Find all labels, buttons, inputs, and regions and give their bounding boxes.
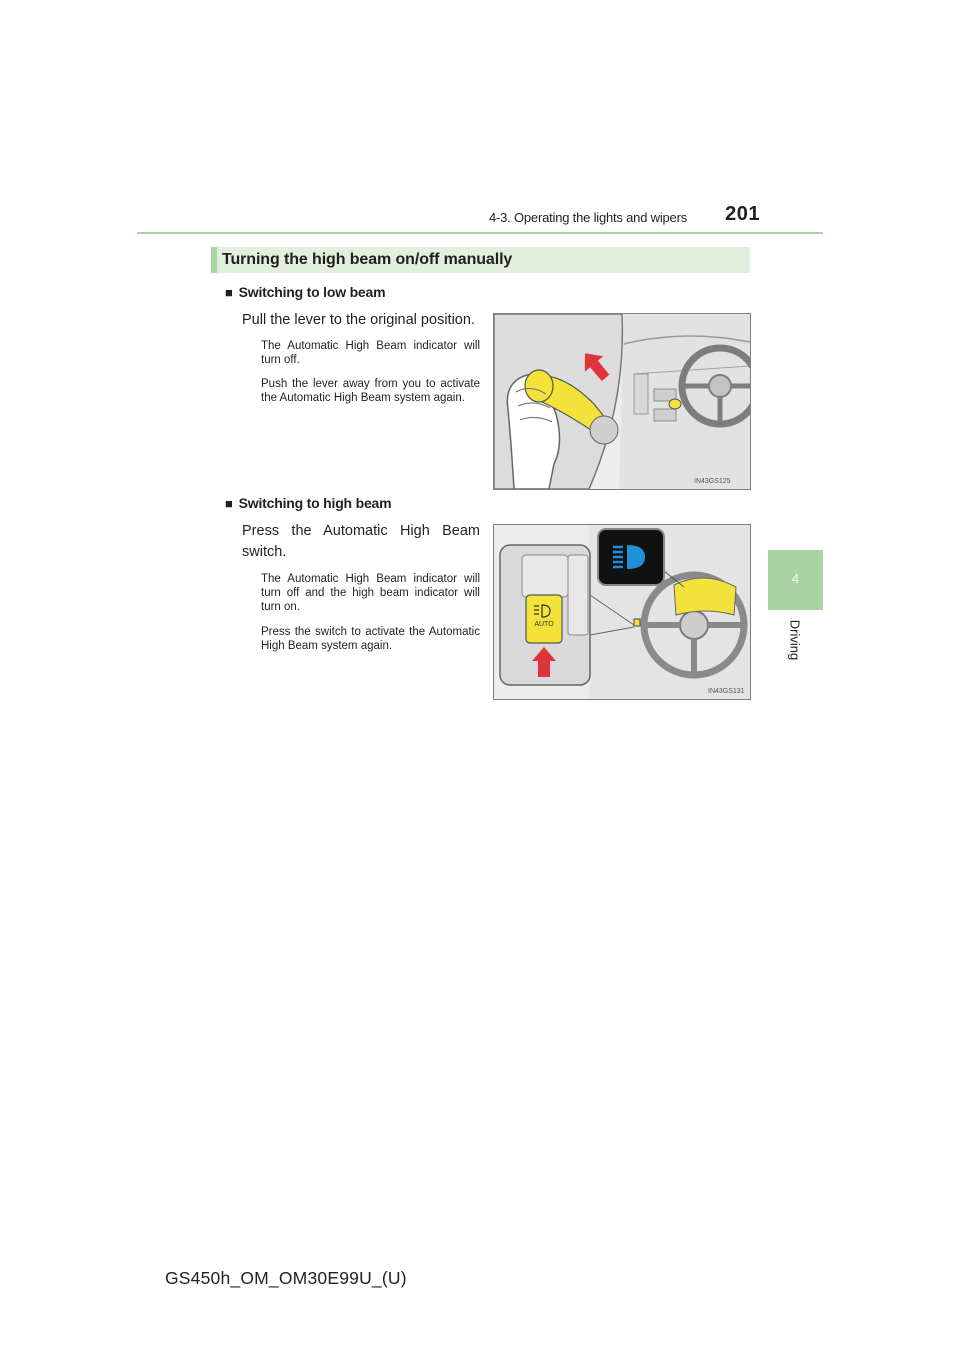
- running-header-section: 4-3. Operating the lights and wipers: [488, 210, 687, 225]
- instruction-note: The Automatic High Beam indicator will turn off and the high beam indicator will turn on.: [261, 573, 480, 613]
- high-beam-switch-illustration: [493, 524, 751, 700]
- instruction-note: Press the switch to activate the Automatic High Beam system again.: [261, 626, 480, 652]
- chapter-label-container: [768, 610, 823, 690]
- square-bullet-icon: ■: [225, 496, 233, 511]
- instruction-step: Press the Automatic High Beam switch.: [242, 523, 480, 560]
- page-number: 201: [725, 203, 760, 225]
- instruction-note: Push the lever away from you to activate the Automatic High Beam system again.: [261, 378, 480, 404]
- switch-label: AUTO: [534, 621, 554, 628]
- square-bullet-icon: ■: [225, 285, 233, 300]
- subsection-heading-text: Switching to high beam: [238, 495, 392, 511]
- header-rule: [137, 232, 823, 234]
- illustration-code: IN43GS131: [708, 688, 745, 695]
- chapter-label: Driving: [787, 619, 803, 661]
- section-title: Turning the high beam on/off manually: [222, 251, 513, 268]
- lever-illustration: [493, 313, 751, 490]
- manual-code-footer: GS450h_OM_OM30E99U_(U): [165, 1268, 407, 1288]
- instruction-note: The Automatic High Beam indicator will turn off.: [261, 340, 480, 366]
- subsection-heading-low-beam: [225, 284, 385, 300]
- subsection-heading-high-beam: [225, 495, 391, 511]
- chapter-number: 4: [791, 571, 800, 586]
- instruction-step: Pull the lever to the original position.: [242, 312, 475, 328]
- subsection-heading-text: Switching to low beam: [238, 284, 386, 300]
- illustration-code: IN43GS125: [694, 478, 731, 485]
